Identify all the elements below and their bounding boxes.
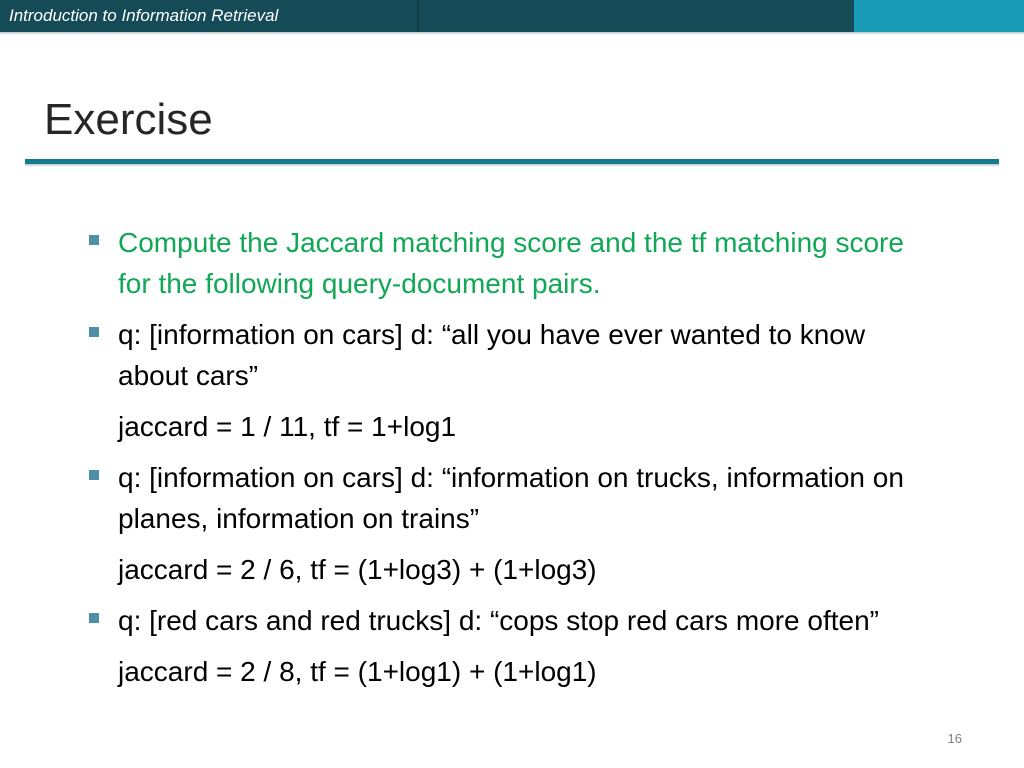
bullet-text: q: [information on cars] d: “information on trucks, information on planes, information on trains” bbox=[118, 462, 904, 534]
slide-title: Exercise bbox=[44, 95, 213, 144]
bullet-item-pair-1 bbox=[88, 314, 928, 447]
bullet-text: q: [information on cars] d: “all you have ever wanted to know about cars” bbox=[118, 319, 866, 391]
answer-line: jaccard = 2 / 6, tf = (1+log3) + (1+log3) bbox=[118, 554, 597, 585]
square-bullet-icon bbox=[89, 470, 99, 480]
header-bar bbox=[0, 0, 1024, 32]
header-accent-block bbox=[854, 0, 1024, 32]
bullet-text: q: [red cars and red trucks] d: “cops stop red cars more often” bbox=[118, 605, 879, 636]
square-bullet-icon bbox=[89, 327, 99, 337]
square-bullet-icon bbox=[89, 235, 99, 245]
header-shadow bbox=[0, 32, 1024, 35]
bullet-text: Compute the Jaccard matching score and the tf matching score for the following query-document pairs. bbox=[118, 227, 904, 299]
answer-line: jaccard = 1 / 11, tf = 1+log1 bbox=[118, 411, 457, 442]
bullet-item-pair-3 bbox=[88, 600, 928, 692]
course-title: Introduction to Information Retrieval bbox=[9, 6, 279, 25]
title-rule-shadow bbox=[25, 164, 999, 167]
page-number: 16 bbox=[947, 731, 962, 746]
answer-line: jaccard = 2 / 8, tf = (1+log1) + (1+log1) bbox=[118, 656, 597, 687]
bullet-item-instructions bbox=[88, 222, 928, 304]
bullet-item-pair-2 bbox=[88, 457, 928, 590]
bullet-list bbox=[88, 222, 928, 692]
header-divider bbox=[417, 0, 419, 32]
square-bullet-icon bbox=[89, 613, 99, 623]
